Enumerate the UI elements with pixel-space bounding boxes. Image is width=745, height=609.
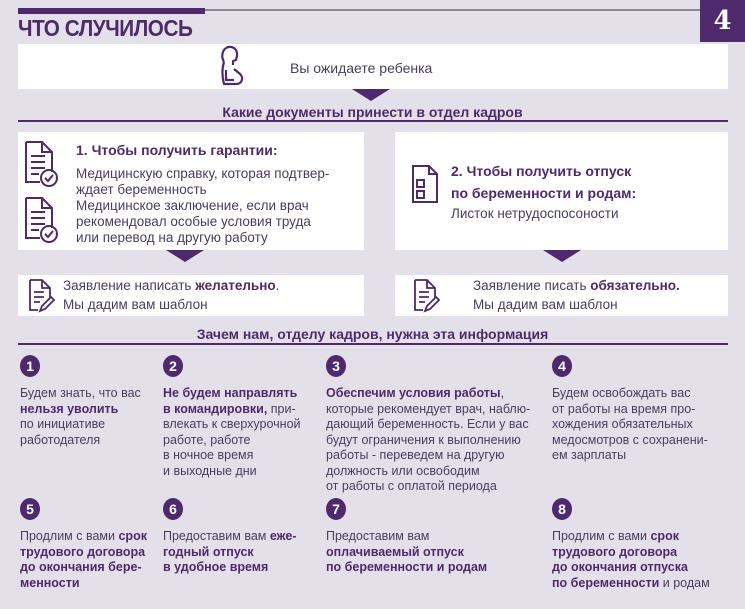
reason-text — [20, 529, 147, 591]
emphasis-text: по беременности и родам — [326, 560, 488, 574]
text-segment: должность или освободим — [326, 463, 480, 478]
number-badge: 5 — [20, 498, 40, 520]
reason-text — [163, 386, 301, 479]
reason-line — [163, 464, 301, 480]
emphasis-text: срок — [118, 529, 147, 543]
reason-item-6 — [163, 498, 296, 576]
reason-line — [163, 417, 301, 433]
reason-line — [326, 433, 530, 449]
emphasis-text: до окончания отпуска — [552, 560, 688, 574]
reason-line — [552, 448, 708, 464]
application-mandatory-box — [395, 275, 728, 316]
reason-line — [163, 402, 301, 418]
text-segment: будут ограничения к выполнению — [326, 432, 521, 447]
text-segment: работодателя — [20, 432, 101, 447]
reason-line — [326, 448, 530, 464]
text-segment: и выходные дни — [163, 463, 257, 478]
text-segment: влекать к сверхурочной — [163, 417, 301, 431]
reason-text — [326, 529, 487, 576]
number-badge: 8 — [552, 498, 572, 520]
reason-item-8 — [552, 498, 710, 591]
text-segment: ем зарплаты — [552, 448, 627, 462]
doc-medical-certificate: Медицинскую справку, которая подтвер- ждает беременность — [76, 166, 330, 197]
documents-heading: Какие документы принести в отдел кадров — [222, 104, 523, 120]
emphasis-text: менности — [20, 575, 80, 590]
emphasis-text: еже- — [269, 529, 297, 543]
reason-line — [163, 545, 296, 561]
text-segment: Будем освобождать вас — [552, 386, 691, 400]
emphasis-text: срок — [650, 529, 679, 543]
application-optional-box — [18, 275, 364, 316]
reason-item-7 — [326, 498, 487, 576]
text-segment: в ночное время — [163, 448, 254, 462]
reason-line — [326, 479, 530, 495]
doc-sick-leave: Листок нетрудоспосоности — [451, 206, 619, 221]
document-pen-icon — [413, 278, 441, 314]
text-segment: Предоставим вам — [326, 529, 430, 543]
text-segment: при- — [267, 401, 296, 416]
reason-line — [552, 560, 710, 576]
pregnant-woman-icon — [214, 44, 248, 88]
why-heading: Зачем нам, отделу кадров, нужна эта информация — [196, 326, 549, 342]
text-segment: работы - переведем на другую — [326, 448, 505, 462]
sick-leave-document-icon — [411, 164, 439, 204]
reason-line — [20, 386, 141, 402]
guarantees-title: 1. Чтобы получить гарантии: — [76, 142, 278, 158]
reason-line — [326, 545, 487, 561]
text-segment: Продлим с вами — [20, 529, 119, 543]
header-accent-bar — [18, 8, 205, 14]
text-segment: и родам — [659, 575, 710, 590]
guarantees-box — [18, 132, 364, 250]
situation-box — [18, 44, 728, 89]
text-segment: Будем знать, что вас — [20, 386, 141, 400]
situation-text: Вы ожидаете ребенка — [290, 60, 433, 76]
number-badge: 6 — [163, 498, 183, 520]
emphasis-text: в командировки, — [163, 401, 268, 416]
emphasis-text: нельзя уволить — [20, 401, 119, 416]
maternity-leave-title: 2. Чтобы получить отпуск по беременности и родам: — [451, 163, 637, 201]
emphasis-text: до окончания бере- — [20, 560, 142, 574]
reason-line — [326, 464, 530, 480]
text-segment: работе, работе — [163, 432, 251, 447]
text-segment: которые рекомендует врач, наблю- — [326, 401, 531, 416]
number-badge: 3 — [326, 355, 346, 377]
reason-text — [163, 529, 296, 576]
reason-text — [20, 386, 141, 448]
arrow-down-icon — [166, 250, 204, 262]
emphasis-text: Обеспечим условия работы — [326, 386, 501, 400]
reason-line — [20, 417, 141, 433]
reason-line — [326, 386, 530, 402]
emphasis-text: Не будем направлять — [163, 386, 298, 400]
emphasis-text: трудового договора — [20, 544, 146, 559]
number-badge: 2 — [163, 355, 183, 377]
maternity-leave-box — [395, 132, 728, 250]
number-badge: 1 — [20, 355, 40, 377]
application-mandatory-text: Заявление писать обязательно. Мы дадим вам шаблон — [473, 278, 680, 312]
reason-line — [20, 560, 147, 576]
emphasis-text: трудового договора — [552, 544, 678, 559]
reason-item-3 — [326, 355, 530, 495]
text-segment: хождения обязательных — [552, 417, 693, 431]
reason-line — [326, 417, 530, 433]
text-segment: от работы с оплатой периода — [326, 479, 497, 493]
text-segment: Предоставим вам — [163, 529, 270, 543]
reason-line — [552, 402, 708, 418]
reason-line — [552, 386, 708, 402]
reason-item-4 — [552, 355, 708, 464]
reason-line — [20, 433, 141, 449]
document-check-icon — [24, 196, 58, 244]
reason-text — [326, 386, 530, 495]
reason-line — [163, 529, 296, 545]
document-check-icon — [24, 140, 58, 188]
application-optional-text: Заявление написать желательно. Мы дадим вам шаблон — [63, 278, 280, 312]
reason-line — [163, 560, 296, 576]
reason-text — [552, 386, 708, 464]
text-segment: Продлим с вами — [552, 529, 651, 543]
section-divider — [18, 343, 728, 345]
reason-line — [326, 402, 530, 418]
arrow-down-icon — [352, 89, 390, 101]
text-segment: от работы на время про- — [552, 401, 696, 416]
reason-line — [552, 576, 710, 592]
reason-line — [163, 386, 301, 402]
reason-line — [552, 529, 710, 545]
reason-line — [552, 545, 710, 561]
page-title: ЧТО СЛУЧИЛОСЬ — [18, 15, 193, 41]
text-segment: по инициативе — [20, 417, 106, 431]
reason-line — [20, 576, 147, 592]
text-segment: , — [500, 386, 505, 400]
text-segment: медосмотров с сохранени- — [552, 432, 708, 447]
reason-item-2 — [163, 355, 301, 479]
reason-line — [326, 529, 487, 545]
reason-line — [552, 433, 708, 449]
reason-line — [163, 448, 301, 464]
reason-item-1 — [20, 355, 141, 448]
reason-line — [326, 560, 487, 576]
section-divider — [18, 120, 728, 122]
page-number-badge: 4 — [700, 0, 745, 42]
text-segment: дающий беременность. Если у вас — [326, 417, 529, 431]
reason-line — [163, 433, 301, 449]
reason-line — [552, 417, 708, 433]
reason-line — [20, 529, 147, 545]
emphasis-text: по беременности — [552, 575, 660, 590]
reason-text — [552, 529, 710, 591]
number-badge: 4 — [552, 355, 572, 377]
emphasis-text: в удобное время — [163, 560, 269, 574]
emphasis-text: годный отпуск — [163, 544, 254, 559]
document-pen-icon — [28, 278, 56, 314]
number-badge: 7 — [326, 498, 346, 520]
reason-line — [20, 402, 141, 418]
arrow-down-icon — [543, 250, 581, 262]
emphasis-text: оплачиваемый отпуск — [326, 544, 464, 559]
reason-item-5 — [20, 498, 147, 591]
doc-medical-conclusion: Медицинское заключение, если врач рекомендовал особые условия труда или перевод на другую работу — [76, 198, 311, 245]
reason-line — [20, 545, 147, 561]
